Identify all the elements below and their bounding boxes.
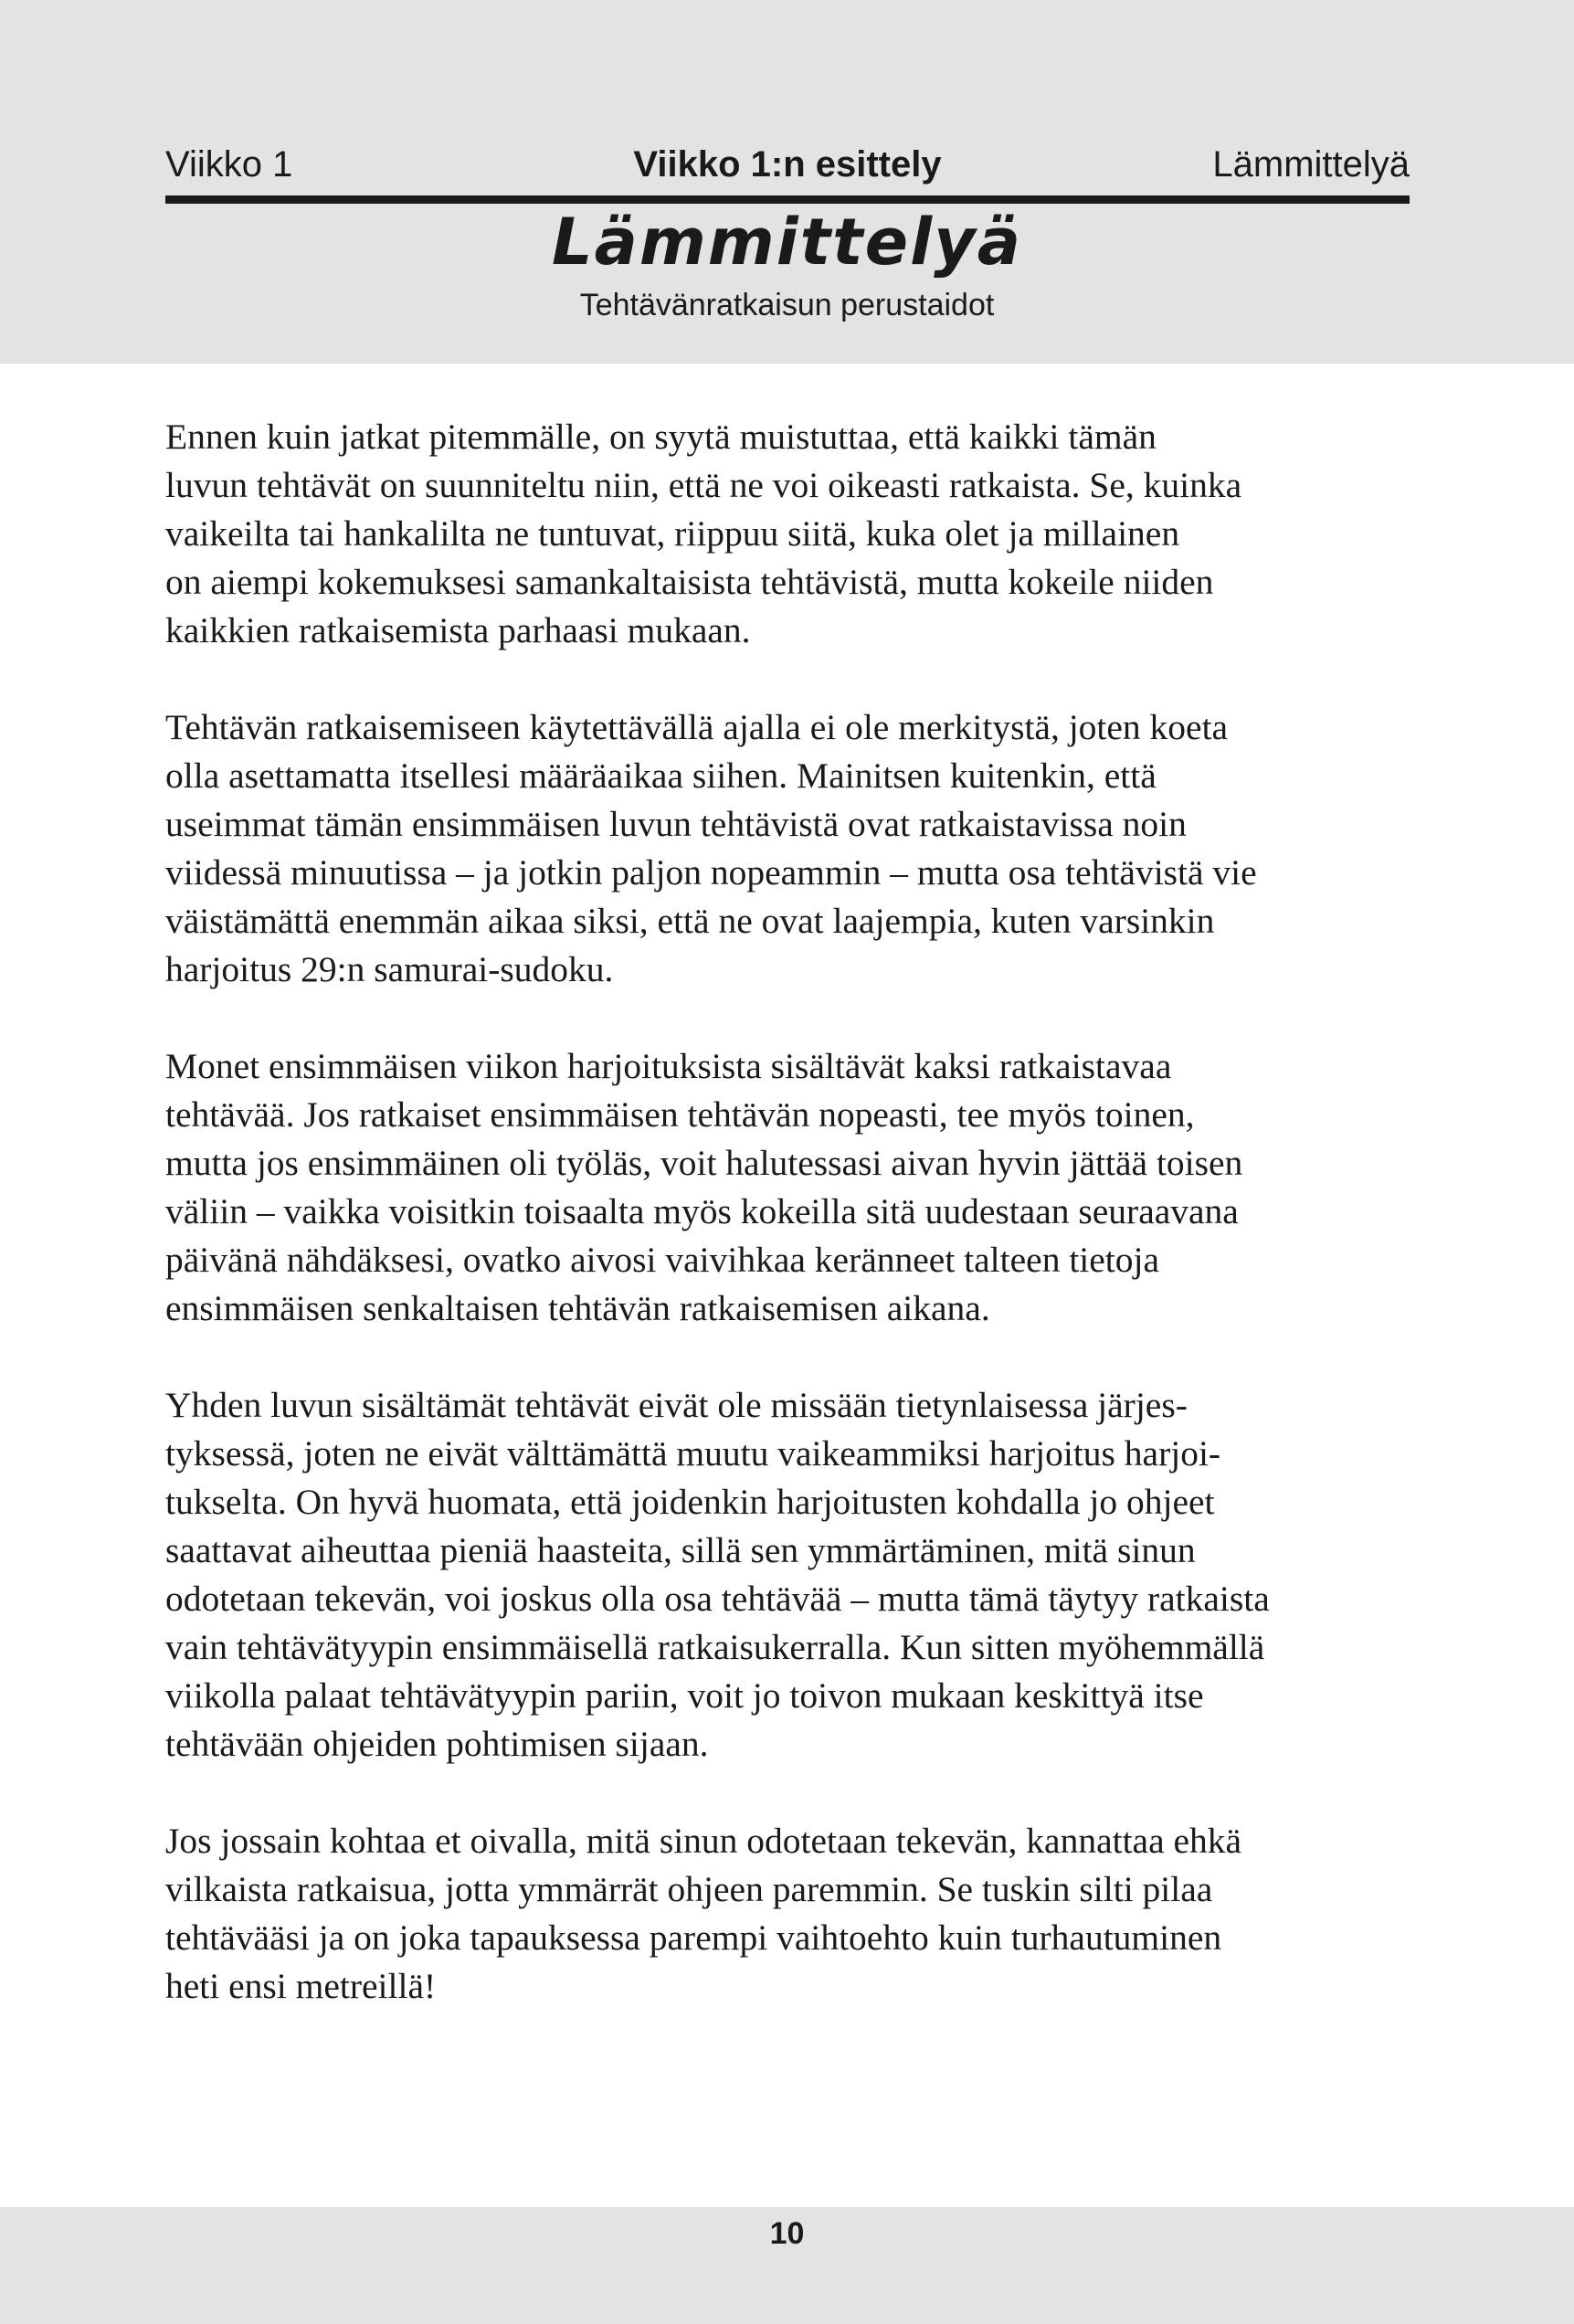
text-line: saattavat aiheuttaa pieniä haasteita, sillä sen ymmärtäminen, mitä sinun [165,1530,1196,1570]
running-head-section: Lämmittelyä [1212,144,1410,185]
text-line: useimmat tämän ensimmäisen luvun tehtävistä ovat ratkaistavissa noin [165,804,1187,844]
text-line: kaikkien ratkaisemista parhaasi mukaan. [165,610,751,650]
text-line: väliin – vaikka voisitkin toisaalta myös kokeilla sitä uudestaan seuraavana [165,1191,1239,1231]
running-head-chapter: Viikko 1:n esittely [633,144,942,185]
text-line: odotetaan tekevän, voi joskus olla osa tehtävää – mutta tämä täytyy ratkaista [165,1579,1270,1619]
text-line: olla asettamatta itsellesi määräaikaa siihen. Mainitsen kuitenkin, että [165,755,1157,796]
paragraph [165,1381,1426,1769]
text-line: harjoitus 29:n samurai-sudoku. [165,949,614,989]
paragraph [165,703,1426,994]
running-head-week: Viikko 1 [165,144,293,185]
text-line: vilkaista ratkaisua, jotta ymmärrät ohjeen paremmin. Se tuskin silti pilaa [165,1869,1213,1909]
text-line: mutta jos ensimmäinen oli työläs, voit halutessasi aivan hyvin jättää toisen [165,1143,1243,1183]
text-line: luvun tehtävät on suunniteltu niin, että ne voi oikeasti ratkaista. Se, kuinka [165,465,1242,505]
text-line: viikolla palaat tehtävätyypin pariin, voit jo toivon mukaan keskittyä itse [165,1675,1204,1716]
text-line: on aiempi kokemuksesi samankaltaisista tehtävistä, mutta kokeile niiden [165,562,1214,602]
paragraph [165,1042,1426,1333]
section-subtitle: Tehtävänratkaisun perustaidot [579,288,995,322]
paragraph [165,1817,1426,2011]
text-line: Monet ensimmäisen viikon harjoituksista sisältävät kaksi ratkaistavaa [165,1046,1172,1086]
text-line: viidessä minuutissa – ja jotkin paljon nopeammin – mutta osa tehtävistä vie [165,852,1257,893]
text-line: tehtävää. Jos ratkaiset ensimmäisen tehtävän nopeasti, tee myös toinen, [165,1094,1195,1135]
text-line: tyksessä, joten ne eivät välttämättä muutu vaikeammiksi harjoitus harjoi- [165,1433,1221,1474]
text-line: Tehtävän ratkaisemiseen käytettävällä ajalla ei ole merkitystä, joten koeta [165,707,1229,747]
text-line: päivänä nähdäksesi, ovatko aivosi vaivihkaa keränneet talteen tietoja [165,1240,1160,1280]
text-line: tukselta. On hyvä huomata, että joidenkin harjoitusten kohdalla jo ohjeet [165,1482,1215,1522]
text-line: Jos jossain kohtaa et oivalla, mitä sinun odotetaan tekevän, kannattaa ehkä [165,1821,1242,1861]
text-line: ensimmäisen senkaltaisen tehtävän ratkaisemisen aikana. [165,1288,990,1328]
running-head [165,137,1410,192]
text-line: väistämättä enemmän aikaa siksi, että ne ovat laajempia, kuten varsinkin [165,901,1215,941]
text-line: heti ensi metreillä! [165,1966,437,2006]
text-line: tehtävään ohjeiden pohtimisen sijaan. [165,1724,709,1764]
text-line: Yhden luvun sisältämät tehtävät eivät ole missään tietynlaisessa järjes- [165,1385,1188,1425]
text-line: Ennen kuin jatkat pitemmälle, on syytä muistuttaa, että kaikki tämän [165,417,1157,457]
text-line: vain tehtävätyypin ensimmäisellä ratkaisukerralla. Kun sitten myöhemmällä [165,1627,1265,1667]
paragraph [165,413,1426,655]
page-number: 10 [769,2216,805,2251]
text-line: tehtävääsi ja on joka tapauksessa parempi vaihtoehto kuin turhautuminen [165,1917,1222,1958]
section-title: Lämmittelyä [552,205,1022,280]
text-line: vaikeilta tai hankalilta ne tuntuvat, riippuu siitä, kuka olet ja millainen [165,513,1180,554]
body-text [165,413,1426,2059]
